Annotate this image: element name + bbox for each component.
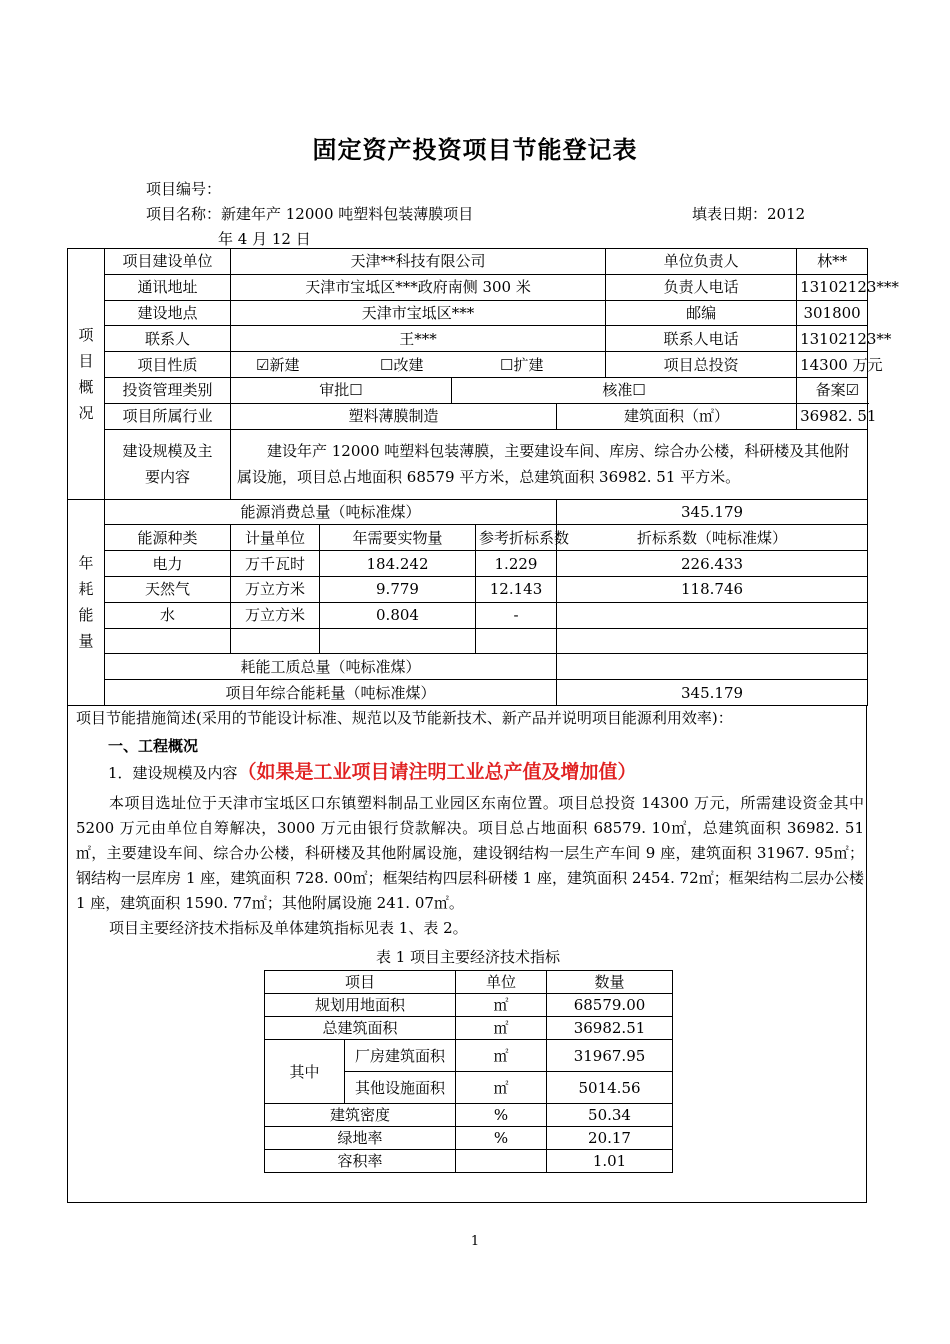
table-caption: 表 1 项目主要经济技术指标 (375, 948, 561, 966)
area-label: 建筑面积（㎡） (557, 403, 797, 429)
energy-tce-cell: 118.746 (557, 576, 868, 602)
t1-density-label: 建筑密度 (265, 1104, 456, 1127)
energy-factor-cell: - (476, 602, 557, 628)
energy-header-tce: 折标系数（吨标准煤） (557, 525, 868, 551)
energy-total-value: 345.179 (557, 499, 868, 525)
fill-date-label: 填表日期：2012 (692, 205, 806, 223)
t1-green-label: 绿地率 (265, 1127, 456, 1150)
project-number-label: 项目编号： (146, 180, 222, 198)
t1-land-value: 68579.00 (547, 994, 673, 1017)
fill-date-continued: 年 4 月 12 日 (218, 230, 311, 248)
leader-value: 林** (797, 249, 868, 275)
energy-unit-cell (231, 628, 320, 654)
t1-header-unit: 单位 (456, 971, 547, 994)
nature-options (231, 352, 606, 378)
energy-factor-cell: 1.229 (476, 551, 557, 577)
project-name-label: 项目名称：新建年产 12000 吨塑料包装薄膜项目 (146, 205, 474, 223)
postcode-value: 301800 (797, 300, 868, 326)
annual-consumption-label: 项目年综合能耗量（吨标准煤） (105, 680, 557, 706)
contact-value: 王*** (231, 326, 606, 352)
investment-value: 14300 万元 (797, 352, 868, 378)
document-title: 固定资产投资项目节能登记表 (312, 135, 638, 164)
energy-unit-cell: 万立方米 (231, 576, 320, 602)
t1-green-value: 20.17 (547, 1127, 673, 1150)
subsection-heading: 1．建设规模及内容（如果是工业项目请注明工业总产值及增加值） (108, 761, 637, 783)
mgmt-approve-checkbox[interactable]: 审批☐ (231, 377, 452, 403)
energy-total-label: 能源消费总量（吨标准煤） (105, 499, 557, 525)
energy-amount-cell: 9.779 (320, 576, 476, 602)
energy-type-cell: 水 (105, 602, 231, 628)
mgmt-record-checkbox[interactable]: 备案☑ (797, 377, 868, 403)
leader-phone-value: 13102123*** (797, 274, 868, 300)
material-total-label: 耗能工质总量（吨标准煤） (105, 654, 557, 680)
energy-type-cell (105, 628, 231, 654)
energy-tce-cell (557, 602, 868, 628)
section-heading: 一、工程概况 (108, 737, 199, 755)
leader-phone-label: 负责人电话 (606, 274, 797, 300)
area-value: 36982. 51 (797, 403, 868, 429)
t1-density-value: 50.34 (547, 1104, 673, 1127)
energy-unit-cell: 万千瓦时 (231, 551, 320, 577)
energy-tce-cell: 226.433 (557, 551, 868, 577)
contact-label: 联系人 (105, 326, 231, 352)
site-label: 建设地点 (105, 300, 231, 326)
page-number: 1 (470, 1234, 480, 1249)
t1-far-label: 容积率 (265, 1150, 456, 1173)
nature-expand-checkbox[interactable]: ☐扩建 (500, 355, 544, 374)
contact-phone-value: 13102123** (797, 326, 868, 352)
t1-total-value: 36982.51 (547, 1017, 673, 1040)
energy-tce-cell (557, 628, 868, 654)
energy-section-label: 年耗能量 (68, 499, 105, 705)
annual-consumption-value: 345.179 (557, 680, 868, 706)
address-value: 天津市宝坻区***政府南侧 300 米 (231, 274, 606, 300)
t1-other-label: 其他设施面积 (345, 1072, 456, 1104)
t1-header-item: 项目 (265, 971, 456, 994)
site-value: 天津市宝坻区*** (231, 300, 606, 326)
energy-amount-cell (320, 628, 476, 654)
address-label: 通讯地址 (105, 274, 231, 300)
nature-rebuild-checkbox[interactable]: ☐改建 (380, 355, 424, 374)
leader-label: 单位负责人 (606, 249, 797, 275)
overview-section-label: 项目概况 (68, 249, 105, 500)
mgmt-label: 投资管理类别 (105, 377, 231, 403)
energy-factor-cell (476, 628, 557, 654)
energy-row (68, 628, 868, 654)
energy-amount-cell: 184.242 (320, 551, 476, 577)
registration-table (67, 248, 899, 706)
t1-other-value: 5014.56 (547, 1072, 673, 1104)
energy-header-amount: 年需要实物量 (320, 525, 476, 551)
scale-value: 建设年产 12000 吨塑料包装薄膜，主要建设车间、库房、综合办公楼，科研楼及其他附属设施，项目总占地面积 68579 平方米，总建筑面积 36982. 51 平方米。 (231, 429, 868, 499)
industry-label: 项目所属行业 (105, 403, 231, 429)
economic-indicators-table (264, 970, 673, 1173)
energy-amount-cell: 0.804 (320, 602, 476, 628)
t1-plant-unit: ㎡ (456, 1040, 547, 1072)
t1-far-value: 1.01 (547, 1150, 673, 1173)
measures-intro: 项目节能措施简述(采用的节能设计标准、规范以及节能新技术、新产品并说明项目能源利用效率)： (76, 709, 733, 727)
project-description: 本项目选址位于天津市宝坻区口东镇塑料制品工业园区东南位置。项目总投资 14300 万元，所需建设资金其中 5200 万元由单位自筹解决，3000 万元由银行贷款解决。项目总占地面积 68579. 10㎡，总建筑面积 36982. 51㎡，主要建设车间、综合办公楼，科研楼及其他附属设施，建设钢结构一层生产车间 9 座，建筑面积 31967. 95㎡；钢结构一层库房 1 座，建筑面积 728. 00㎡；框架结构四层科研楼 1 座，建筑面积 2454. 72㎡；框架结构二层办公楼 1 座，建筑面积 1590. 77㎡；其他附属设施 241. 07㎡。 (76, 794, 864, 912)
red-note: （如果是工业项目请注明工业总产值及增加值） (237, 761, 637, 783)
energy-header-factor: 参考折标系数 (476, 525, 557, 551)
investment-label: 项目总投资 (606, 352, 797, 378)
nature-label: 项目性质 (105, 352, 231, 378)
energy-unit-cell: 万立方米 (231, 602, 320, 628)
unit-value: 天津**科技有限公司 (231, 249, 606, 275)
energy-row (68, 576, 868, 602)
scale-label: 建设规模及主要内容 (105, 429, 231, 499)
energy-row (68, 551, 868, 577)
t1-among-label: 其中 (265, 1040, 345, 1104)
contact-phone-label: 联系人电话 (606, 326, 797, 352)
energy-header-unit: 计量单位 (231, 525, 320, 551)
industry-value: 塑料薄膜制造 (231, 403, 557, 429)
energy-type-cell: 电力 (105, 551, 231, 577)
material-total-value (557, 654, 868, 680)
t1-total-unit: ㎡ (456, 1017, 547, 1040)
t1-plant-label: 厂房建筑面积 (345, 1040, 456, 1072)
energy-row (68, 602, 868, 628)
energy-factor-cell: 12.143 (476, 576, 557, 602)
energy-header-type: 能源种类 (105, 525, 231, 551)
unit-label: 项目建设单位 (105, 249, 231, 275)
t1-green-unit: % (456, 1127, 547, 1150)
t1-total-label: 总建筑面积 (265, 1017, 456, 1040)
t1-far-unit (456, 1150, 547, 1173)
postcode-label: 邮编 (606, 300, 797, 326)
energy-type-cell: 天然气 (105, 576, 231, 602)
t1-density-unit: % (456, 1104, 547, 1127)
table-reference: 项目主要经济技术指标及单体建筑指标见表 1、表 2。 (109, 919, 468, 937)
t1-plant-value: 31967.95 (547, 1040, 673, 1072)
t1-header-qty: 数量 (547, 971, 673, 994)
nature-new-checkbox[interactable]: ☑新建 (256, 355, 300, 374)
energy-measures-section (67, 706, 867, 1203)
t1-other-unit: ㎡ (456, 1072, 547, 1104)
t1-land-label: 规划用地面积 (265, 994, 456, 1017)
mgmt-verify-checkbox[interactable]: 核准☐ (452, 377, 797, 403)
t1-land-unit: ㎡ (456, 994, 547, 1017)
